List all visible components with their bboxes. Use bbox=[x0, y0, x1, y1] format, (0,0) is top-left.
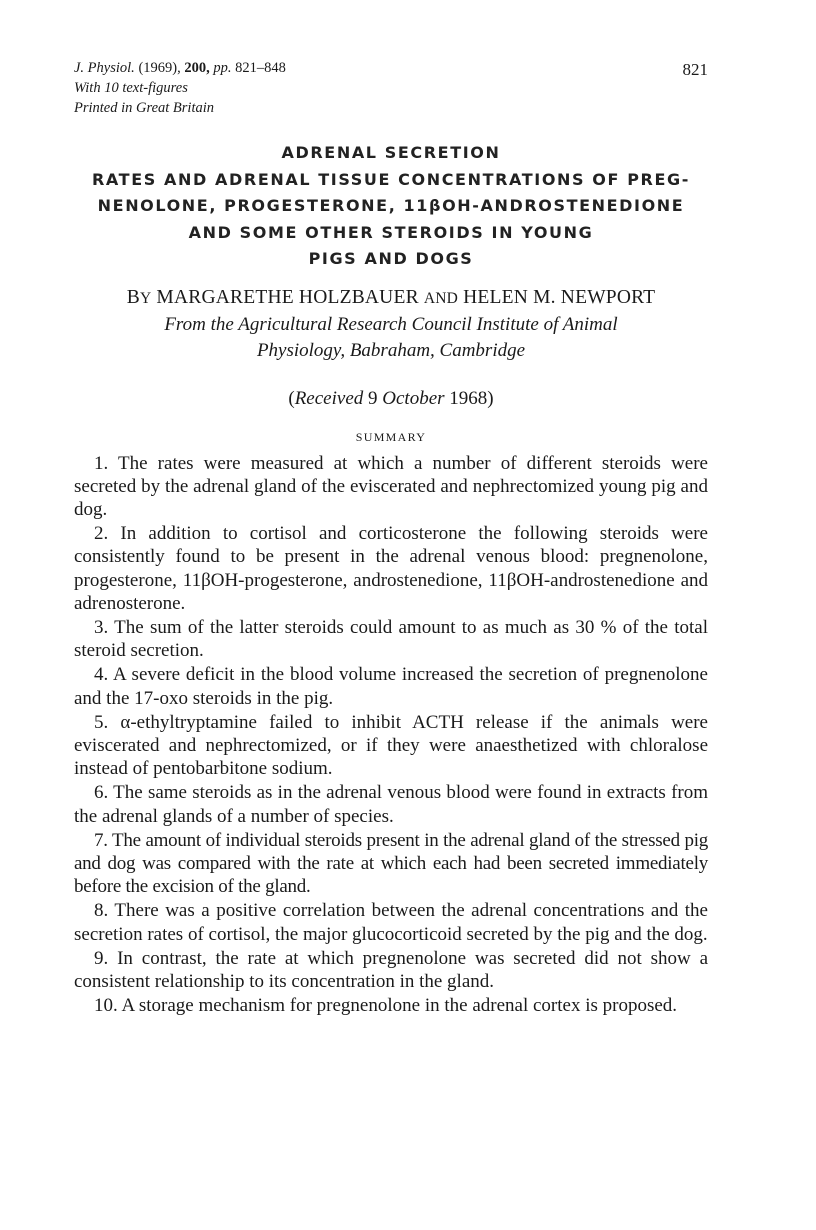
and-small-caps: AND bbox=[423, 289, 459, 307]
summary-item: 8. There was a positive correlation between the adrenal concentrations and the secretion rates of cortisol, the major glucocorticoid secreted by the pig and the dog. bbox=[74, 900, 708, 945]
by-initial: B bbox=[126, 286, 140, 308]
journal-citation bbox=[74, 58, 708, 118]
journal-abbrev: J. Physiol. bbox=[74, 60, 135, 76]
journal-pages: 821–848 bbox=[235, 60, 286, 76]
author-name: MARGARETHE HOLZBAUER bbox=[156, 286, 419, 308]
summary-item: 10. A storage mechanism for pregnenolone in the adrenal cortex is proposed. bbox=[94, 995, 678, 1017]
received-day: 9 bbox=[368, 387, 378, 409]
author-name: HELEN M. NEWPORT bbox=[463, 286, 656, 308]
affiliation-line: From the Agricultural Research Council Institute of Animal bbox=[164, 313, 618, 335]
page-header bbox=[74, 58, 708, 126]
title-line: RATES AND ADRENAL TISSUE CONCENTRATIONS OF PREG- bbox=[92, 169, 690, 189]
journal-volume: 200, bbox=[184, 60, 210, 76]
by-small-caps: Y bbox=[139, 289, 152, 307]
summary-item: 1. The rates were measured at which a number of different steroids were secreted by the adrenal gland of the eviscerated and nephrectomized young pig and dog. bbox=[74, 452, 708, 520]
summary-item: 4. A severe deficit in the blood volume increased the secretion of pregnenolone and the 17-oxo steroids in the pig. bbox=[74, 664, 708, 709]
received-month: October bbox=[382, 387, 445, 409]
received-label: Received bbox=[294, 387, 364, 409]
received-date bbox=[74, 386, 708, 412]
affiliation bbox=[74, 312, 708, 364]
summary-item: 6. The same steroids as in the adrenal venous blood were found in extracts from the adrenal glands of a number of species. bbox=[74, 782, 708, 827]
citation-line bbox=[74, 58, 708, 78]
title-line: ADRENAL SECRETION bbox=[281, 143, 501, 162]
page-number: 821 bbox=[682, 60, 708, 79]
article-title bbox=[74, 140, 708, 273]
figures-line: With 10 text-figures bbox=[74, 80, 188, 96]
summary-item: 9. In contrast, the rate at which pregnenolone was secreted did not show a consistent relationship to its concentration in the gland. bbox=[74, 947, 708, 992]
summary-list bbox=[74, 452, 708, 1018]
article-page bbox=[74, 58, 708, 1017]
pages-label: pp. bbox=[213, 60, 232, 76]
printed-line: Printed in Great Britain bbox=[74, 100, 215, 116]
received-year: 1968) bbox=[449, 387, 494, 409]
title-line: PIGS AND DOGS bbox=[308, 249, 474, 268]
summary-item: 3. The sum of the latter steroids could amount to as much as 30 % of the total steroid secretion. bbox=[74, 616, 708, 662]
received-open-paren: ( bbox=[288, 387, 295, 409]
title-line: AND SOME OTHER STEROIDS IN YOUNG bbox=[188, 222, 594, 242]
summary-item: 2. In addition to cortisol and corticosterone the following steroids were consistently found to be present in the adrenal venous blood: pregnenolone, progesterone, 11βOH-progesterone, androstenedione, 11βOH-androstenedione and adrenosterone. bbox=[74, 523, 708, 614]
title-line: NENOLONE, PROGESTERONE, 11βOH-ANDROSTENEDIONE bbox=[97, 196, 685, 215]
journal-year: (1969), bbox=[138, 60, 181, 76]
author-line bbox=[74, 285, 708, 312]
summary-item: 7. The amount of individual steroids present in the adrenal gland of the stressed pig and dog was compared with the rate at which each had been secreted immediately before the excision of the gland. bbox=[74, 829, 708, 898]
affiliation-line: Physiology, Babraham, Cambridge bbox=[256, 339, 526, 361]
summary-heading: SUMMARY bbox=[355, 429, 427, 444]
summary-item: 5. α-ethyltryptamine failed to inhibit ACTH release if the animals were eviscerated and nephrectomized, or if they were anaesthetized with chloralose instead of pentobarbitone sodium. bbox=[74, 711, 708, 780]
